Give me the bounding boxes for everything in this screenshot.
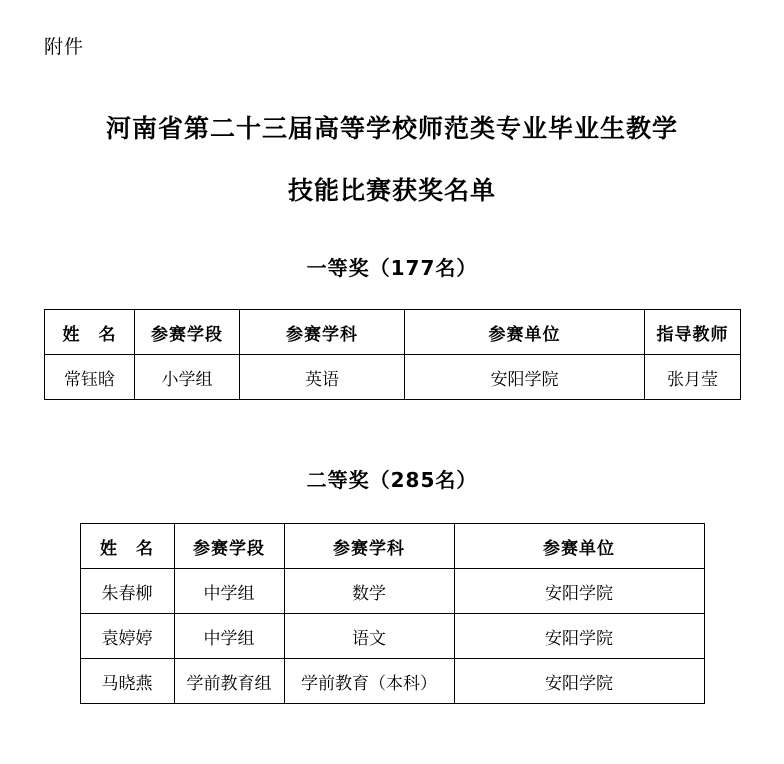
column-header-stage: 参赛学段 — [174, 524, 284, 569]
cell-subject: 数学 — [284, 569, 454, 614]
cell-stage: 中学组 — [174, 569, 284, 614]
attachment-label: 附件 — [44, 36, 85, 58]
table-row — [80, 659, 704, 704]
page-title — [44, 115, 740, 204]
cell-subject: 英语 — [240, 355, 405, 400]
cell-name: 常钰晗 — [45, 355, 135, 400]
column-header-unit: 参赛单位 — [454, 524, 704, 569]
cell-unit: 安阳学院 — [405, 355, 645, 400]
cell-stage: 中学组 — [174, 614, 284, 659]
cell-teacher: 张月莹 — [645, 355, 741, 400]
table-row — [80, 614, 704, 659]
cell-subject: 学前教育（本科） — [284, 659, 454, 704]
table-row — [80, 569, 704, 614]
first-prize-heading: 一等奖（177名） — [306, 256, 478, 280]
second-prize-table — [80, 523, 705, 704]
table-row — [45, 355, 741, 400]
column-header-name: 姓 名 — [45, 310, 135, 355]
column-header-name: 姓 名 — [80, 524, 174, 569]
page-title-line-1: 河南省第二十三届高等学校师范类专业毕业生教学 — [105, 114, 678, 143]
first-prize-table — [44, 309, 741, 400]
cell-name: 朱春柳 — [80, 569, 174, 614]
page-title-line-2: 技能比赛获奖名单 — [287, 175, 496, 205]
column-header-unit: 参赛单位 — [405, 310, 645, 355]
cell-unit: 安阳学院 — [454, 659, 704, 704]
column-header-stage: 参赛学段 — [135, 310, 240, 355]
second-prize-heading: 二等奖（285名） — [306, 468, 478, 492]
column-header-teacher: 指导教师 — [645, 310, 741, 355]
column-header-subject: 参赛学科 — [240, 310, 405, 355]
cell-name: 马晓燕 — [80, 659, 174, 704]
cell-unit: 安阳学院 — [454, 569, 704, 614]
cell-subject: 语文 — [284, 614, 454, 659]
column-header-subject: 参赛学科 — [284, 524, 454, 569]
table-header-row — [80, 524, 704, 569]
cell-stage: 小学组 — [135, 355, 240, 400]
cell-unit: 安阳学院 — [454, 614, 704, 659]
cell-name: 袁婷婷 — [80, 614, 174, 659]
cell-stage: 学前教育组 — [174, 659, 284, 704]
table-header-row — [45, 310, 741, 355]
